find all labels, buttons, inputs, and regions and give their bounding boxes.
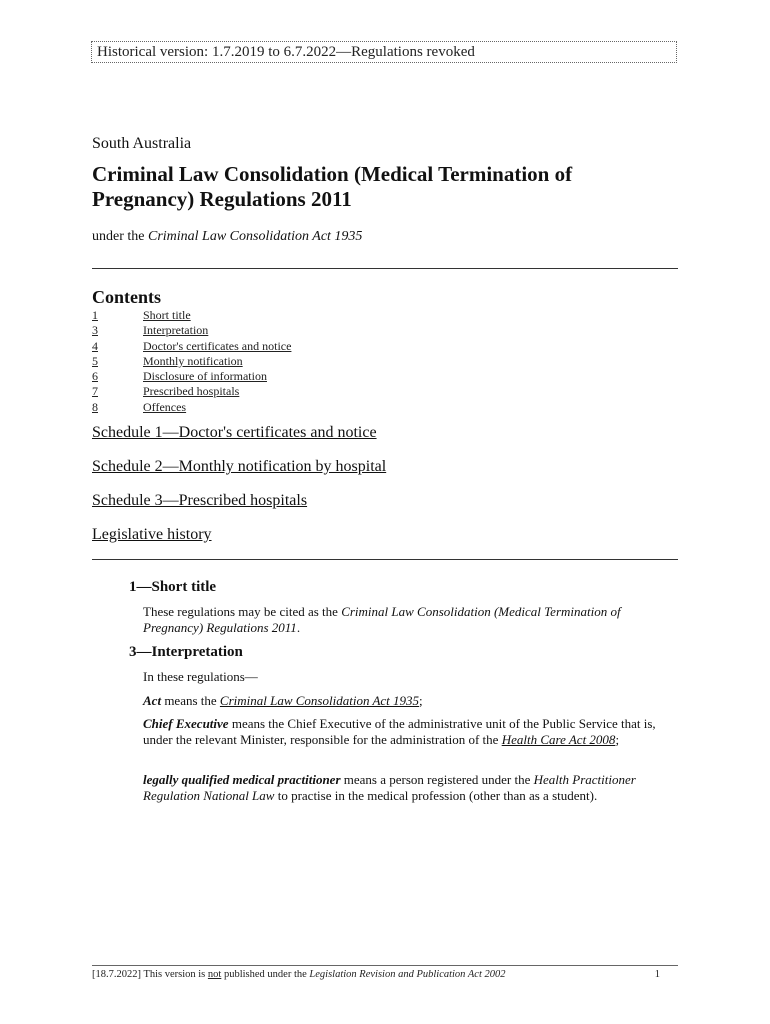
toc-number[interactable]: 1 bbox=[92, 308, 98, 322]
definition-text: means the bbox=[161, 693, 220, 708]
toc-item[interactable] bbox=[92, 369, 291, 384]
toc-item[interactable] bbox=[92, 400, 291, 415]
contents-heading: Contents bbox=[92, 287, 162, 307]
section-3-intro: In these regulations— bbox=[143, 669, 258, 684]
definition-text: means the Chief Executive of the administrative unit of the Public Service that is, under the relevant Minister, responsible for the administration of the bbox=[143, 716, 656, 747]
section-3-heading: 3—Interpretation bbox=[129, 644, 243, 660]
sec1-prefix: These regulations may be cited as the bbox=[143, 604, 342, 619]
toc-label[interactable]: Short title bbox=[143, 308, 191, 322]
footer-act: Legislation Revision and Publication Act 2002 bbox=[309, 969, 506, 980]
schedule-1-link[interactable]: Schedule 1—Doctor's certificates and notice bbox=[92, 424, 377, 441]
document-title: Criminal Law Consolidation (Medical Termination of Pregnancy) Regulations 2011 bbox=[92, 162, 573, 211]
definition-end: to practise in the medical profession (other than as a student). bbox=[274, 788, 598, 803]
toc-label[interactable]: Offences bbox=[143, 399, 187, 414]
schedule-3-link[interactable]: Schedule 3—Prescribed hospitals bbox=[92, 492, 308, 509]
toc-label[interactable]: Doctor's certificates and notice bbox=[143, 338, 292, 353]
footer-date: [18.7.2022] bbox=[92, 969, 144, 980]
definition-act bbox=[143, 693, 678, 709]
enabling-act: Criminal Law Consolidation Act 1935 bbox=[147, 229, 363, 244]
toc-item[interactable] bbox=[92, 354, 291, 369]
act-link[interactable]: Criminal Law Consolidation Act 1935 bbox=[219, 693, 420, 708]
health-care-act-link[interactable]: Health Care Act 2008 bbox=[501, 732, 616, 747]
defined-term: Chief Executive bbox=[143, 716, 229, 731]
definition-medical-practitioner bbox=[143, 772, 678, 804]
definition-chief-executive bbox=[143, 716, 678, 748]
historical-version-banner: Historical version: 1.7.2019 to 6.7.2022—Regulations revoked bbox=[91, 41, 677, 63]
enabling-act-line bbox=[92, 229, 362, 245]
toc-item[interactable] bbox=[92, 339, 291, 354]
definition-end: ; bbox=[419, 693, 423, 708]
toc-number[interactable]: 5 bbox=[92, 353, 98, 368]
sec1-regulation-name: Criminal Law Consolidation (Medical Termination of Pregnancy) Regulations 2011 bbox=[143, 604, 621, 635]
footer-text: published under the bbox=[221, 969, 310, 980]
page-number: 1 bbox=[654, 969, 660, 980]
toc-number[interactable]: 6 bbox=[92, 369, 98, 384]
section-1-text bbox=[143, 604, 678, 636]
national-law-name: Health Practitioner Regulation National Law bbox=[143, 772, 636, 803]
toc-number[interactable]: 4 bbox=[92, 338, 98, 353]
under-prefix: under the bbox=[92, 229, 148, 244]
footer-divider bbox=[92, 965, 678, 966]
definition-end: ; bbox=[615, 732, 620, 747]
toc-label[interactable]: Disclosure of information bbox=[143, 369, 267, 384]
defined-term: legally qualified medical practitioner bbox=[143, 772, 341, 787]
toc-label[interactable]: Interpretation bbox=[143, 323, 209, 338]
divider bbox=[92, 268, 678, 269]
toc-label[interactable]: Monthly notification bbox=[143, 353, 243, 368]
section-1-heading: 1—Short title bbox=[129, 579, 217, 595]
footer-not: not bbox=[207, 969, 222, 980]
toc-number[interactable]: 8 bbox=[92, 399, 98, 414]
toc-item[interactable] bbox=[92, 308, 291, 323]
toc-number[interactable]: 7 bbox=[92, 384, 98, 399]
page-footer bbox=[92, 969, 678, 980]
divider bbox=[92, 559, 678, 560]
toc-number[interactable]: 3 bbox=[92, 323, 98, 338]
toc-item[interactable] bbox=[92, 323, 291, 338]
jurisdiction: South Australia bbox=[92, 135, 192, 152]
footer-text: This version is bbox=[143, 969, 208, 980]
toc-label[interactable]: Prescribed hospitals bbox=[143, 384, 240, 399]
legislative-history-link[interactable]: Legislative history bbox=[92, 526, 212, 543]
sec1-suffix: . bbox=[296, 620, 301, 635]
document-page bbox=[92, 0, 678, 1024]
defined-term: Act bbox=[143, 693, 162, 708]
toc-item[interactable] bbox=[92, 384, 291, 399]
table-of-contents bbox=[92, 308, 291, 415]
definition-text: means a person registered under the bbox=[340, 772, 534, 787]
schedule-2-link[interactable]: Schedule 2—Monthly notification by hospital bbox=[92, 458, 387, 475]
